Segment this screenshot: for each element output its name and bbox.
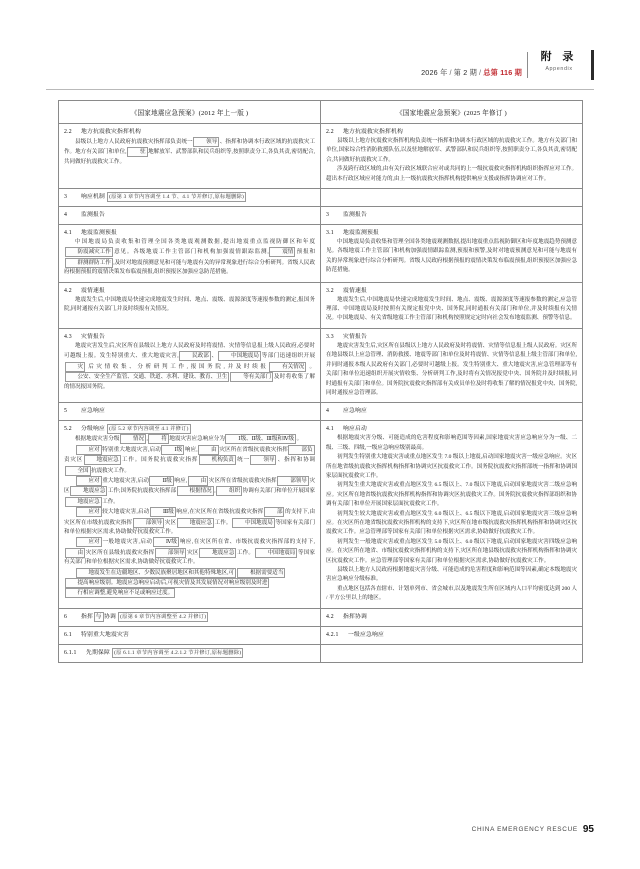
paragraph: 应对 重大地震灾害,启动 Ⅱ级 响应, 由 灾区所在省级抗震救灾指挥 部领导 灾区 地震应急 工作;国务院抗震救灾指挥部 根据情况 , 组织 协调有关部门和单位开展国家地震应急 工作。 — [64, 477, 316, 505]
section-number: 6.1.1 — [64, 649, 77, 656]
cell-old — [59, 403, 321, 421]
table-row — [59, 189, 583, 207]
section-title: 响应机制 — [81, 194, 105, 201]
cell-content — [64, 612, 315, 622]
edit-mark: 情况 — [120, 434, 146, 444]
section-title: 应急响应 — [81, 408, 105, 415]
paragraph: 初判发生特别重大地震灾害或重点地区发生 7.0 级以上地震,启动国家地震灾害一级应急响应。灾区所在地省级抗震救灾指挥机构指挥和协调灾区抗震救灾工作。国务院抗震救灾指挥部统一指挥和协调国家层面抗震救灾工作。 — [326, 454, 577, 479]
cell-old — [59, 189, 321, 207]
cell-content — [326, 630, 577, 640]
section-number: 4.2 — [326, 613, 334, 620]
edit-mark: Ⅰ级、Ⅱ级、Ⅲ级和Ⅳ级 — [225, 434, 296, 444]
section-number: 4 — [64, 212, 68, 219]
edit-mark: 应对 — [76, 507, 102, 517]
issue-year: 2026 年 — [421, 68, 448, 77]
appendix-label-en: Appendix — [545, 66, 573, 72]
cell-content — [64, 630, 315, 640]
edit-mark: 应对 — [76, 445, 102, 455]
cell-new — [321, 189, 583, 207]
cell-old — [59, 328, 321, 402]
edit-mark: Ⅲ级 — [150, 507, 176, 517]
head-accent-bar — [591, 50, 594, 80]
cell-old — [59, 608, 321, 626]
cell-content — [64, 332, 315, 392]
section-heading — [64, 406, 315, 416]
edit-mark: 应对 — [76, 476, 102, 486]
edit-mark: 由 — [198, 445, 219, 455]
cell-new — [321, 608, 583, 626]
section-heading — [326, 286, 577, 296]
journal-name: CHINA EMERGENCY RESCUE — [471, 826, 578, 833]
section-title: 灾情报告 — [343, 333, 367, 340]
cell-old — [59, 421, 321, 608]
edit-mark: 中国地震局 — [232, 518, 275, 528]
cell-new — [321, 207, 583, 225]
edit-mark: 等有关部门 — [230, 372, 273, 382]
cell-old — [59, 207, 321, 225]
cell-content — [326, 424, 577, 603]
edit-mark: 地震应急 — [65, 497, 102, 507]
edit-mark: 全国 — [65, 466, 91, 476]
issue-total: 总第 116 期 — [483, 68, 522, 77]
cell-content — [326, 612, 577, 622]
edit-mark: 民政部 — [179, 351, 211, 361]
cell-content — [64, 192, 315, 202]
paragraph: 根据地震灾害分级、可能造成的危害程度和影响范围等因素,国家地震灾害应急响应分为一级、二级、三级、四级,一级应急响应级别最高。 — [326, 435, 577, 451]
plan-comparison-table — [58, 100, 583, 663]
cell-content — [326, 127, 577, 184]
paragraph: 中国地震局负责收集和管理全国各类地震观测数据,提出地震重点监视防御区和年度地震趋势预测意见。各级地震工作主管部门和机构加强震情跟踪监测,预报和预警,及时对地震预测意见和可能与地震有关的异常现象进行综合分析研判。省级人民政府根据预报的震情决策发布临震预报,组织预报区加强应急防范措施。 — [326, 239, 577, 274]
table-row — [59, 207, 583, 225]
section-number: 6 — [64, 613, 68, 620]
column-header-new: 《国家地震应急预案》(2025 年修订 ) — [321, 101, 583, 124]
section-heading — [326, 630, 577, 640]
section-number: 4.1 — [64, 230, 72, 237]
issue-separator-1: / — [449, 68, 452, 77]
issue-line — [421, 68, 522, 78]
cell-content — [326, 210, 577, 220]
cell-new — [321, 421, 583, 608]
cell-content — [326, 332, 577, 398]
section-title: 先期保障 — [86, 649, 110, 656]
edit-mark: 群测群防工作 — [65, 258, 113, 268]
edit-mark: 领导 — [193, 137, 219, 147]
edit-mark: 由 — [188, 476, 209, 486]
section-title: 特别重大地震灾害 — [81, 631, 129, 638]
running-head — [0, 44, 640, 90]
section-heading — [326, 406, 577, 416]
section-title: 地方抗震救灾指挥机构 — [81, 129, 141, 135]
table-row — [59, 608, 583, 626]
section-title: 灾情报告 — [81, 333, 105, 340]
paragraph: 应对 特别重大地震灾害,启动 Ⅰ级 响应, 由 灾区所在省级抗震救灾指挥 部负责灾区 地震应急 工作。国务院抗震救灾指挥 机构负责 统一 领导 、指挥和协调全国 抗震救灾工作。 — [64, 446, 316, 474]
paragraph: 县级以上地方人民政府根据地震灾害分级、可能造成的危害程度和影响范围等因素,确定本级地震灾害应急响应分级标准。 — [326, 567, 577, 583]
section-title: 震情速报 — [343, 287, 367, 294]
cell-content — [64, 210, 315, 220]
paragraph: 重点地区包括各直辖市、计划单列市、省会城市,以及地震发生所在区域内人口平均密度达到 200 人 / 平方公里以上的地区。 — [326, 585, 577, 602]
appendix-label-cn: 附 录 — [540, 51, 578, 63]
section-number: 3.2 — [326, 287, 334, 294]
edit-mark: 根据情况 — [177, 486, 214, 496]
section-title: 监测报告 — [343, 212, 367, 219]
revision-annotation: (原第 3 章节内容调至 1.4 节、4.1 节并修订,原标题删除) — [109, 194, 244, 201]
paragraph: 涉及跨行政区域的,由有关行政区域联合应对或共同的上一级抗震救灾指挥机构组织指挥应对工作。超出本行政区域应对能力的,由上一级抗震救灾指挥机构提供响应支援或指挥协调应对工作。 — [326, 166, 577, 182]
cell-old — [59, 124, 321, 189]
page-footer — [472, 824, 594, 835]
cell-new — [321, 282, 583, 328]
paragraph: 应对 一般地震灾害,启动 Ⅳ级 响应,在灾区所在省、市级抗震救灾指挥部的支持下,由 灾区所在县级抗震救灾指挥 部领导 灾区 地震应急 工作。 中国地震局 等国家有关部门和单位根据灾区需求,协助做好抗震救灾工作。 — [64, 539, 315, 566]
cell-content — [326, 406, 577, 416]
cell-new — [321, 403, 583, 421]
section-number: 3.3 — [326, 333, 334, 340]
edit-mark: 地震应急 — [177, 518, 214, 528]
section-number: 4.3 — [64, 333, 72, 340]
cell-content — [64, 127, 315, 167]
section-heading — [326, 228, 577, 238]
section-number: 4.1 — [326, 426, 334, 433]
cell-content — [64, 406, 315, 416]
edit-mark: 根据需要适当 — [237, 568, 285, 578]
appendix-label — [530, 51, 588, 72]
section-number: 3 — [326, 212, 330, 219]
edit-mark: 组织 — [216, 486, 242, 496]
section-heading — [326, 424, 577, 434]
paragraph: 地震灾害发生后,灾区所在县级以上地方人民政府及时将震情、灾情等信息报上级人民政府。灾区所在地县级以上应急管理、消防救援、地震等部门和单位及时将震情、灾情等信息报上级主管部门和单位,并同时通报本级人民政府有关部门,必要时可越级上报。发生特别重大、重大地震灾害,应急管理部等有关部门和单位迅速组织开展灾情收集、分析研判工作,及时将有关情况报党中央、国务院并及时续报,同时通报有关部门和单位。国务院抗震救灾指挥部有关成员单位及时将收集了解的情况报党中央、国务院,同时通报应急管理部。 — [326, 342, 577, 396]
section-title: 地震监测预报 — [81, 230, 117, 237]
revision-annotation: (原 6.1.1 章节内容调至 4.2.1.2 节并修订,原标题删除) — [114, 649, 242, 656]
section-title: 地震监测预报 — [343, 230, 379, 237]
section-number: 5 — [64, 408, 68, 415]
paragraph: 初判发生一般地震灾害或重点地区发生 5.0 级以上、6.0 级以下地震,启动国家地震灾害四级应急响应。在灾区所在地省、市级抗震救灾指挥机构的支持下,灾区所在地县级抗震救灾指挥机构指挥和协调灾区抗震救灾工作。应急管理部等国家有关部门和单位根据灾区需求,协助做好抗震救灾工作。 — [326, 538, 577, 564]
issue-separator-2: / — [479, 68, 482, 77]
cell-new — [321, 626, 583, 644]
cell-new — [321, 124, 583, 189]
paragraph: 中国地震局负责收集和管理全国各类地震观测数据,提出地震重点监视防御区和年度防震减灾工作 意见。各级地震工作主管部门和机构加强震情跟踪监测, 震情 预报和群测群防工作 ,及时对地震预测意见和可能与地震有关的异常现象进行综合分析研判。省级人民政府根据预报的震情决策发布临震预报,组织预报区加强应急防范措施。 — [64, 239, 315, 276]
section-number: 4.2.1 — [326, 631, 339, 638]
paragraph: 地震灾害发生后,灾区所在县级以上地方人民政府及时将震情、灾情等信息报上级人民政府,必要时可越级上报。发生特别重大、重大地震灾害, 民政部 、 中国地震局 等部门迅速组织开展灾 后灾情收集、分析研判工作,报国务院,并及时续报 有关情况 。公安、安全生产监管、交通、铁道、水利、建设、教育、卫生 等有关部门 及时将收集了解的情况报国务院。 — [64, 342, 316, 390]
edit-mark: 震情 — [269, 247, 295, 257]
cell-new — [321, 225, 583, 283]
cell-old — [59, 282, 321, 328]
edit-mark: 中国地震局 — [255, 548, 298, 558]
table-body — [59, 101, 583, 663]
section-heading — [64, 332, 315, 342]
paragraph: 根据地震灾害分级 情况 , 将 地震灾害应急响应分为 Ⅰ级、Ⅱ级、Ⅲ级和Ⅳ级 。 — [75, 436, 303, 443]
revision-annotation: (原第 6 章节内容调整至 4.2 并修订) — [120, 613, 207, 620]
table-row — [59, 403, 583, 421]
head-horizontal-rule — [46, 89, 594, 90]
edit-mark: 部领导 — [133, 518, 165, 528]
section-number: 4.2 — [64, 287, 72, 294]
table-row — [59, 282, 583, 328]
cell-content — [326, 228, 577, 276]
edit-mark: 地震应急 — [70, 486, 107, 496]
section-title: 指挥 与 协调 — [81, 613, 116, 620]
cell-content — [64, 424, 315, 599]
edit-mark: 地震应急 — [199, 548, 236, 558]
edit-mark: 地震应急 — [84, 455, 121, 465]
edit-mark: 机构负责 — [199, 455, 236, 465]
table-row — [59, 421, 583, 608]
section-number: 3 — [64, 194, 68, 201]
edit-mark: 有关情况 — [269, 362, 306, 372]
section-title: 震情速报 — [81, 287, 105, 294]
head-divider-rule — [527, 52, 528, 78]
edit-mark: 防震减灾工作 — [65, 247, 113, 257]
page-number: 95 — [582, 824, 594, 835]
section-heading — [64, 127, 315, 137]
column-header-old: 《国家地震应急预案》(2012 年上一版 ) — [59, 101, 321, 124]
edit-mark: 领导 — [250, 455, 276, 465]
section-heading — [326, 127, 577, 137]
paragraph: 地震发生后,中国地震局快速完成地震发生时间、地点、震级、震源深度等速报参数的测定,报国务院,同时通报有关部门,并及时续报有关情况。 — [64, 296, 315, 313]
edit-mark: 中国地震局 — [218, 351, 261, 361]
section-number: 6.1 — [64, 631, 72, 638]
table-row — [59, 626, 583, 644]
edit-mark: 提高响应级别。地震应急响应启动后,可视灾情及其发展情况对响应级别及时进 — [65, 578, 270, 588]
section-heading — [64, 630, 315, 640]
edit-mark: 与 — [95, 613, 102, 620]
edit-mark: 驻 — [127, 147, 148, 157]
cell-content — [64, 228, 315, 278]
edit-mark: 部领导 — [155, 548, 187, 558]
edit-mark: 行相应调整,避免响应不足或响应过度。 — [65, 588, 176, 598]
section-number: 4 — [326, 408, 330, 415]
section-title: 指挥协调 — [343, 613, 367, 620]
paragraph: 地震发生后,中国地震局快速完成地震发生时间、地点、震级、震源深度等速报参数的测定,应急管理部、中国地震局及时按照有关规定报党中央、国务院,同时通报有关部门和单位,并及时续报有关情况。中国地震局、有关省级地震工作主管部门和机构按照规定定时向社会发布地震监测、预警等信息。 — [326, 296, 577, 322]
edit-mark: 灾 — [65, 362, 86, 372]
section-number: 5.2 — [64, 426, 72, 433]
section-title: 监测报告 — [81, 212, 105, 219]
section-title: 分级响应 — [81, 426, 105, 433]
section-heading — [326, 210, 577, 220]
section-title: 响应启动 — [343, 426, 367, 433]
section-heading — [64, 286, 315, 296]
section-heading — [64, 210, 315, 220]
edit-mark: 将 — [148, 434, 169, 444]
section-number: 2.2 — [64, 129, 72, 135]
paragraph: 应对 较大地震灾害,启动 Ⅲ级 响应,在灾区所在省级抗震救灾指挥 部 的支持下,由灾区所在市级抗震救灾指挥 部领导 灾区 地震应急 工作。 中国地震局 等国家有关部门和单位根据灾区需求,协助做好抗震救灾工作。 — [64, 509, 316, 535]
section-heading — [64, 648, 315, 658]
section-title: 应急响应 — [343, 408, 367, 415]
issue-number: 第 2 期 — [453, 68, 478, 77]
paragraph: 县级以上地方人民政府抗震救灾指挥部负责统一 领导 、指挥和协调本行政区域的抗震救灾工作。地方有关部门和单位, 驻 地解放军、武警部队和民兵组织等,按照职责分工,各负其责,密切配合,共同做好抗震救灾工作。 — [64, 139, 316, 165]
cell-content — [64, 648, 315, 658]
paragraph — [64, 568, 315, 599]
section-title: 地方抗震救灾指挥机构 — [343, 129, 403, 135]
table-row — [59, 328, 583, 402]
section-title: 一级应急响应 — [348, 631, 384, 638]
edit-mark: 应对 — [76, 537, 102, 547]
cell-content — [64, 286, 315, 315]
cell-content — [326, 286, 577, 324]
table-header-row — [59, 101, 583, 124]
section-number: 2.2 — [326, 129, 334, 135]
edit-mark: 部 — [264, 507, 285, 517]
section-heading — [64, 612, 315, 622]
edit-mark: Ⅱ级 — [149, 476, 173, 486]
edit-mark: 由 — [65, 548, 86, 558]
cell-old — [59, 644, 321, 662]
cell-new — [321, 644, 583, 662]
edit-mark: 公安、安全生产监管、交通、铁道、水利、建设、教育、卫生 — [65, 372, 230, 382]
table-row — [59, 124, 583, 189]
section-heading — [326, 332, 577, 342]
cell-old — [59, 225, 321, 283]
edit-mark: 地震发生在边疆地区、少数民族聚居地区和其他特殊地区,可 — [76, 568, 237, 578]
edit-mark: Ⅳ级 — [153, 537, 179, 547]
section-heading — [326, 612, 577, 622]
section-heading — [64, 424, 315, 434]
section-heading — [64, 192, 315, 202]
edit-mark: 部领导 — [277, 476, 309, 486]
table-row — [59, 644, 583, 662]
section-heading — [64, 228, 315, 238]
cell-new — [321, 328, 583, 402]
section-number: 3.1 — [326, 230, 334, 237]
revision-annotation: (原 5.2 章节内容调至 4.1 并修订) — [109, 426, 189, 433]
paragraph: 县级以上地方抗震救灾指挥机构负责统一指挥和协调本行政区域的抗震救灾工作。地方有关部门和单位,国家综合性消防救援队伍,以及驻地解放军、武警部队和民兵组织等,按照职责分工,各负其责,密切配合,共同做好抗震救灾工作。 — [326, 138, 577, 163]
table-row — [59, 225, 583, 283]
paragraph: 初判发生较大地震灾害或重点地区发生 6.0 级以上、6.5 级以下地震,启动国家地震灾害三级应急响应。在灾区所在地省级抗震救灾指挥机构的支持下,灾区所在地市级抗震救灾指挥机构指挥和协调灾区抗震救灾工作。应急管理部等国家有关部门和单位根据灾区需求,协助做好抗震救灾工作。 — [326, 510, 577, 536]
paragraph: 初判发生重大地震灾害或重点地区发生 6.5 级以上、7.0 级以下地震,启动国家地震灾害二级应急响应。灾区所在地省级抗震救灾指挥机构指挥和协调灾区抗震救灾工作。国务院抗震救灾指挥部组织和协调有关部门和单位开展国家层面抗震救灾工作。 — [326, 482, 577, 508]
cell-old — [59, 626, 321, 644]
edit-mark: Ⅰ级 — [161, 445, 184, 455]
edit-mark: 部负 — [288, 445, 314, 455]
